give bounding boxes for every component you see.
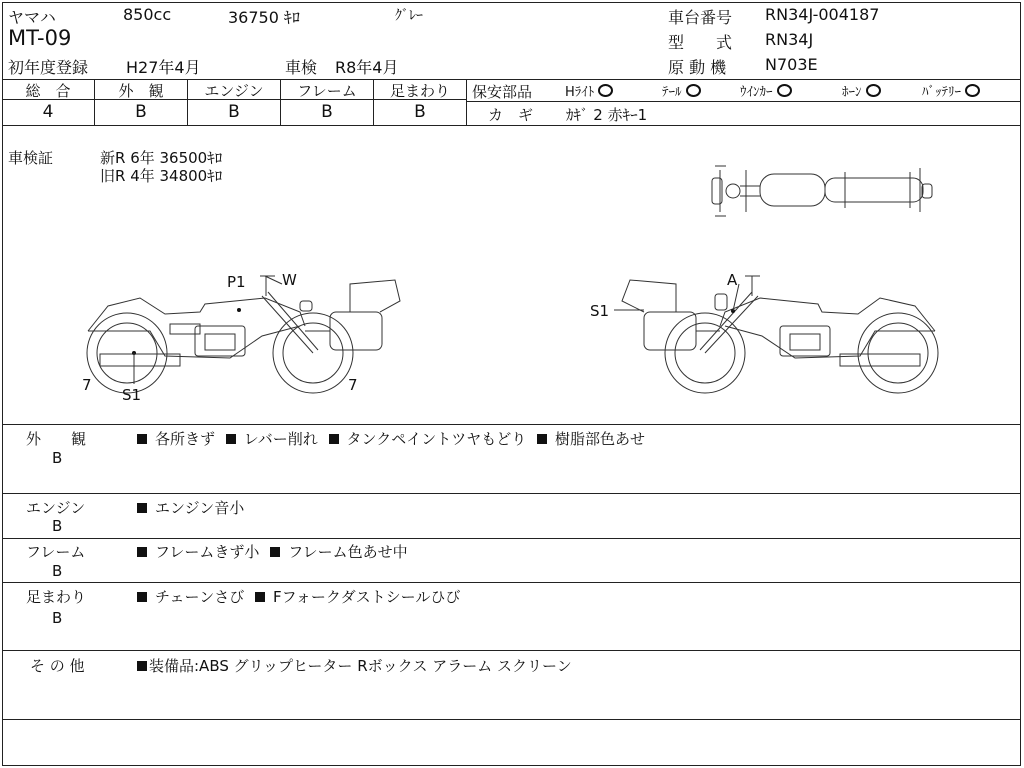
grade-suspension-value: B — [414, 102, 426, 122]
frame-number-label: 車台番号 — [668, 8, 733, 27]
type-value: RN34J — [765, 30, 814, 49]
key-label: カ ギ — [488, 106, 534, 124]
mark-left-7-front: 7 — [82, 376, 92, 394]
note-item: レバー削れ — [243, 430, 318, 448]
mark-left-w: W — [282, 271, 297, 289]
note-item: 各所きず — [155, 430, 216, 448]
bullet-square-icon — [137, 592, 147, 602]
grade-header-engine: エンジン — [204, 82, 264, 100]
note-grade-engine: B — [52, 517, 63, 535]
key-value: ｶｷﾞ 2 赤ｷｰ1 — [566, 106, 648, 124]
grid-line — [466, 79, 467, 125]
note-category-exterior: 外 観 — [26, 430, 87, 448]
note-grade-suspension: B — [52, 609, 63, 627]
bullet-square-icon — [537, 434, 547, 444]
motorcycle-right-view — [614, 276, 938, 393]
type-label: 型 式 — [668, 33, 733, 52]
grid-line — [2, 650, 1021, 651]
mark-right-a: A — [727, 271, 738, 289]
note-category-engine: エンジン — [26, 499, 86, 517]
note-item: フレーム色あせ中 — [288, 543, 408, 561]
bullet-square-icon — [255, 592, 265, 602]
mileage: 36750 ｷﾛ — [228, 8, 300, 27]
bullet-square-icon — [137, 661, 147, 671]
mark-left-p1: P1 — [227, 273, 246, 291]
mark-right-s1: S1 — [590, 302, 610, 320]
ok-circle-icon — [965, 84, 980, 97]
safety-battery — [922, 81, 980, 100]
bullet-square-icon — [226, 434, 236, 444]
ok-circle-icon — [866, 84, 881, 97]
grade-header-exterior: 外 観 — [118, 82, 164, 100]
bullet-square-icon — [270, 547, 280, 557]
leader-line — [265, 276, 282, 284]
first-registration-label: 初年度登録 — [8, 58, 89, 77]
safety-parts-label: 保安部品 — [472, 83, 533, 101]
note-item: フレームきず小 — [155, 543, 260, 561]
safety-winker — [740, 81, 792, 100]
safety-headlight-label: Hﾗｲﾄ — [565, 85, 595, 100]
mark-left-s1: S1 — [122, 386, 142, 404]
note-category-other: そ の 他 — [30, 657, 85, 675]
grade-header-suspension: 足まわり — [389, 82, 450, 100]
ok-circle-icon — [686, 84, 701, 97]
bullet-square-icon — [137, 434, 147, 444]
note-category-suspension: 足まわり — [26, 588, 87, 606]
note-items-exterior — [137, 428, 645, 449]
inspection-cert-label: 車検証 — [8, 149, 54, 167]
bullet-square-icon — [137, 503, 147, 513]
displacement: 850cc — [123, 5, 172, 24]
grade-overall-value: 4 — [42, 102, 54, 122]
grid-line — [2, 493, 1021, 494]
engine-label: 原 動 機 — [668, 58, 727, 77]
grade-frame-value: B — [321, 102, 333, 122]
grid-line — [467, 101, 1021, 102]
bullet-square-icon — [137, 547, 147, 557]
safety-battery-label: ﾊﾞｯﾃﾘｰ — [922, 85, 961, 100]
note-item: Fフォークダストシールひび — [273, 588, 461, 606]
note-item: タンクペイントツヤもどり — [346, 430, 527, 448]
first-registration-value: H27年4月 — [126, 58, 201, 77]
ok-circle-icon — [777, 84, 792, 97]
grade-engine-value: B — [228, 102, 240, 122]
mark-left-7-rear: 7 — [348, 376, 358, 394]
inspection-value: R8年4月 — [335, 58, 399, 77]
note-item: 装備品:ABS グリップヒーター Rボックス アラーム スクリーン — [149, 657, 572, 675]
maker: ヤマハ — [8, 8, 56, 27]
damage-point — [237, 308, 241, 312]
inspection-cert-new: 新R 6年 36500ｷﾛ — [100, 149, 223, 167]
safety-taillight-label: ﾃｰﾙ — [662, 85, 682, 100]
safety-winker-label: ｳｲﾝｶｰ — [740, 85, 773, 100]
note-items-suspension — [137, 586, 460, 607]
note-items-frame — [137, 541, 408, 562]
note-items-other — [137, 655, 572, 676]
note-item: エンジン音小 — [155, 499, 245, 517]
grid-line — [2, 538, 1021, 539]
model-name: MT-09 — [8, 26, 72, 50]
note-grade-exterior: B — [52, 449, 63, 467]
motorcycle-top-view — [712, 166, 932, 216]
note-category-frame: フレーム — [26, 543, 86, 561]
grade-header-frame: フレーム — [297, 82, 357, 100]
note-item: 樹脂部色あせ — [555, 430, 646, 448]
ok-circle-icon — [598, 84, 613, 97]
frame-number-value: RN34J-004187 — [765, 5, 880, 24]
bullet-square-icon — [329, 434, 339, 444]
safety-horn — [842, 81, 881, 100]
engine-value: N703E — [765, 55, 818, 74]
note-grade-frame: B — [52, 562, 63, 580]
safety-horn-label: ﾎｰﾝ — [842, 85, 862, 100]
grade-exterior-value: B — [135, 102, 147, 122]
safety-headlight — [565, 81, 613, 100]
motorcycle-diagram — [0, 126, 1024, 424]
grid-line — [2, 424, 1021, 425]
note-item: チェーンさび — [155, 588, 245, 606]
grid-line — [2, 719, 1021, 720]
safety-taillight — [662, 81, 701, 100]
grid-line — [2, 582, 1021, 583]
grade-header-overall: 総 合 — [25, 82, 71, 100]
inspection-label: 車検 — [285, 58, 318, 77]
color: ｸﾞﾚｰ — [395, 8, 423, 24]
note-items-engine — [137, 497, 244, 518]
inspection-cert-old: 旧R 4年 34800ｷﾛ — [100, 167, 223, 185]
